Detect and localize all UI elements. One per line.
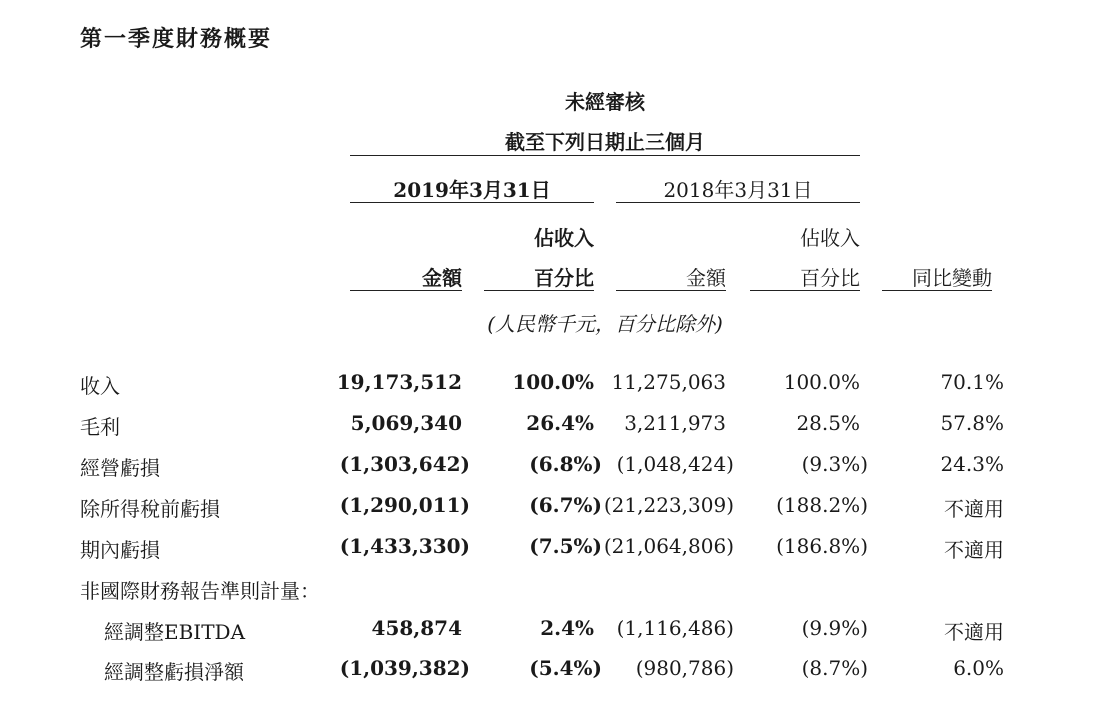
amount-2019: (1,290,011) (339, 493, 470, 517)
amount-2019: (1,433,330) (339, 534, 470, 558)
pct-2019: (6.7%) (529, 493, 602, 517)
amount-2018: 3,211,973 (624, 411, 726, 435)
row-label: 收入 (80, 374, 120, 398)
amount-2019: 19,173,512 (336, 370, 462, 394)
yoy: 57.8% (940, 411, 1004, 435)
col-yoy: 同比變動 (912, 266, 992, 290)
period-rule (350, 155, 860, 156)
col-rule-pct-2018 (750, 290, 860, 291)
row-label: 經調整虧損淨額 (104, 660, 244, 684)
col-amount-2019: 金額 (422, 266, 462, 290)
pct-2018: (188.2%) (776, 493, 868, 517)
pct-2018: (186.8%) (776, 534, 868, 558)
amount-2018: (21,064,806) (603, 534, 734, 558)
amount-2019: 5,069,340 (350, 411, 462, 435)
row-label: 除所得稅前虧損 (80, 497, 220, 521)
amount-2019: (1,039,382) (339, 656, 470, 680)
pct-2018: 100.0% (783, 370, 860, 394)
non-ifrs-heading: 非國際財務報告準則計量： (80, 579, 320, 603)
col-pct-2018-line1: 佔收入 (800, 226, 860, 250)
pct-2018: 28.5% (796, 411, 860, 435)
yoy: 不適用 (944, 538, 1004, 562)
unit-note: (人民幣千元，百分比除外) (487, 312, 723, 336)
pct-2019: 26.4% (526, 411, 594, 435)
col-rule-yoy (882, 290, 992, 291)
yoy: 不適用 (944, 497, 1004, 521)
date-2019-rule (350, 202, 594, 203)
amount-2019: 458,874 (371, 616, 462, 640)
col-rule-amount-2018 (616, 290, 726, 291)
amount-2019: (1,303,642) (339, 452, 470, 476)
row-label: 毛利 (80, 415, 120, 439)
yoy: 70.1% (940, 370, 1004, 394)
pct-2018: (9.3%) (801, 452, 868, 476)
pct-2018: (9.9%) (801, 616, 868, 640)
col-pct-2019-line2: 百分比 (534, 266, 594, 290)
date-2018: 2018年3月31日 (663, 178, 813, 202)
amount-2018: (1,048,424) (616, 452, 734, 476)
yoy: 不適用 (944, 620, 1004, 644)
yoy: 6.0% (953, 656, 1004, 680)
pct-2019: 2.4% (540, 616, 594, 640)
pct-2019: 100.0% (512, 370, 594, 394)
pct-2019: (6.8%) (529, 452, 602, 476)
col-amount-2018: 金額 (686, 266, 726, 290)
col-pct-2019-line1: 佔收入 (534, 226, 594, 250)
period-label: 截至下列日期止三個月 (505, 130, 705, 154)
pct-2019: (5.4%) (529, 656, 602, 680)
row-label: 經營虧損 (80, 456, 160, 480)
amount-2018: (1,116,486) (616, 616, 734, 640)
pct-2019: (7.5%) (529, 534, 602, 558)
amount-2018: 11,275,063 (611, 370, 726, 394)
row-label: 期內虧損 (80, 538, 160, 562)
yoy: 24.3% (940, 452, 1004, 476)
section-title: 第一季度財務概要 (80, 26, 273, 52)
col-pct-2018-line2: 百分比 (800, 266, 860, 290)
amount-2018: (21,223,309) (603, 493, 734, 517)
col-rule-pct-2019 (484, 290, 594, 291)
pct-2018: (8.7%) (801, 656, 868, 680)
date-2019: 2019年3月31日 (393, 178, 551, 202)
audit-label: 未經審核 (565, 90, 645, 114)
row-label: 經調整EBITDA (104, 620, 246, 644)
amount-2018: (980,786) (635, 656, 734, 680)
date-2018-rule (616, 202, 860, 203)
col-rule-amount-2019 (350, 290, 462, 291)
